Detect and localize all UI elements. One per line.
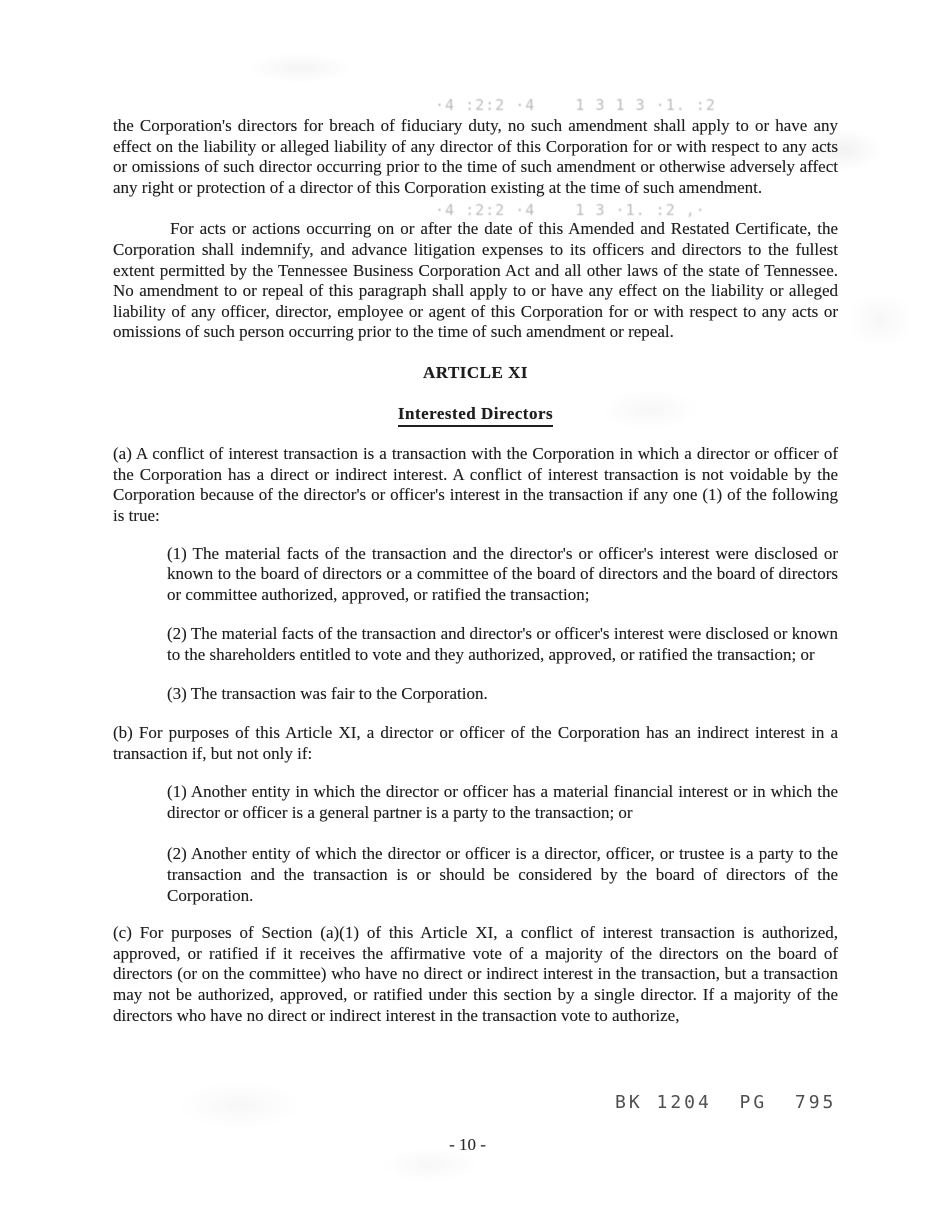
- list-item-a1: (1) The material facts of the transaction and the director's or officer's interest were disclosed or known to the board of directors or a committee of the board of directors and the board of directors or committee authorized, approved, or ratified the transaction;: [167, 543, 838, 604]
- article-heading: ARTICLE XI: [422, 362, 528, 382]
- list-item-a3: (3) The transaction was fair to the Corporation.: [167, 684, 488, 704]
- list-item-b1: (1) Another entity in which the director or officer has a material financial interest or in which the director or officer is a general partner is a party to the transaction; or: [167, 782, 838, 822]
- document-body: [113, 116, 838, 1026]
- paragraph-c: (c) For purposes of Section (a)(1) of this Article XI, a conflict of interest transaction is authorized, approved, or ratified if it receives the affirmative vote of a majority of the directors on the board of directors (or on the committee) who have no direct or indirect interest in the transaction, but a transaction may not be authorized, approved, or ratified under this section by a single director. If a majority of the directors who have no direct or indirect interest in the transaction vote to authorize,: [113, 923, 838, 1025]
- section-title: Interested Directors: [398, 404, 553, 428]
- paragraph-indemnification: For acts or actions occurring on or after the date of this Amended and Restated Certificate, the Corporation shall indemnify, and advance litigation expenses to its officers and directors to the fullest extent permitted by the Tennessee Business Corporation Act and all other laws of the state of Tennessee. No amendment to or repeal of this paragraph shall apply to or have any effect on the liability or alleged liability of any officer, director, employee or agent of this Corporation for or with respect to any acts or omissions of such person occurring prior to the time of such amendment or repeal.: [113, 219, 838, 342]
- page-number: - 10 -: [449, 1135, 486, 1154]
- book-page-recording-stamp: BK 1204 PG 795: [615, 1092, 837, 1113]
- paragraph-b: (b) For purposes of this Article XI, a director or officer of the Corporation has an indirect interest in a transaction if, but not only if:: [113, 723, 838, 763]
- paragraph-fiduciary-duty: the Corporation's directors for breach of fiduciary duty, no such amendment shall apply to or have any effect on the liability or alleged liability of any director of this Corporation for or with respect to any acts or omissions of such director occurring prior to the time of such amendment or otherwise adversely affect any right or protection of a director of this Corporation existing at the time of such amendment.: [113, 116, 838, 197]
- section-title-row: [113, 404, 838, 428]
- faint-stamp-line-1: ·4 :2:2 ·4 1 3 1 3 ·1. :2: [435, 96, 716, 114]
- list-item-b2: (2) Another entity of which the director or officer is a director, officer, or trustee is a party to the transaction and the transaction is or should be considered by the board of directors of the Corporation.: [167, 844, 838, 905]
- list-item-a2: (2) The material facts of the transaction and director's or officer's interest were disclosed or known to the shareholders entitled to vote and they authorized, approved, or ratified the transaction; or: [167, 624, 838, 664]
- paragraph-a: (a) A conflict of interest transaction is a transaction with the Corporation in which a director or officer of the Corporation has a direct or indirect interest. A conflict of interest transaction is not voidable by the Corporation because of the director's or officer's interest in the transaction if any one (1) of the following is true:: [113, 444, 838, 525]
- faint-stamp-line-2: ·4 :2:2 ·4 1 3 ·1. :2 ,·: [435, 201, 706, 219]
